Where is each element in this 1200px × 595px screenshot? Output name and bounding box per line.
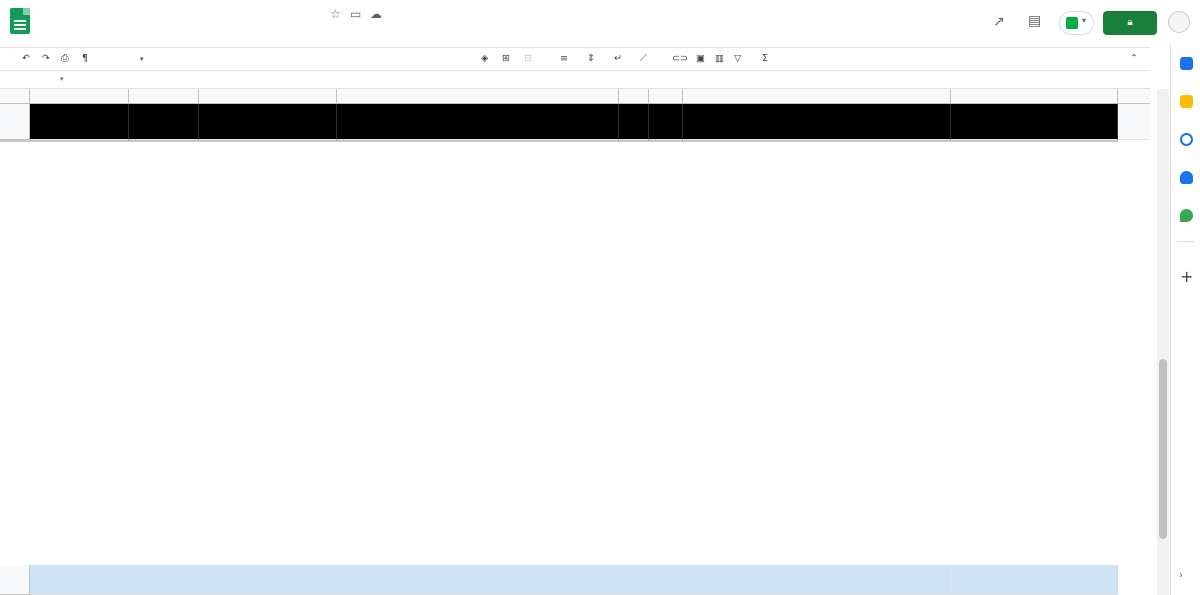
calendar-icon[interactable] (1180, 57, 1193, 70)
chevron-down-icon[interactable]: ▾ (140, 55, 144, 63)
filter-icon[interactable]: ▽ (734, 53, 742, 64)
contacts-icon[interactable] (1180, 171, 1193, 184)
sheets-logo-icon[interactable] (10, 8, 30, 34)
column-header-h[interactable] (951, 89, 1118, 104)
redo-icon[interactable]: ↷ (42, 53, 50, 64)
header-major-category[interactable] (30, 104, 129, 140)
trend-icon[interactable]: ↗ (993, 14, 1005, 30)
header-check-required[interactable] (619, 104, 649, 140)
chevron-down-icon: ▾ (1082, 16, 1087, 25)
collapse-toolbar-icon[interactable]: ⌃ (1130, 53, 1138, 64)
spreadsheet-grid (0, 89, 1150, 595)
header-mid-category[interactable] (129, 104, 199, 140)
select-all-corner[interactable] (0, 89, 30, 104)
toolbar (0, 47, 1150, 71)
maps-icon[interactable] (1180, 209, 1193, 222)
avatar[interactable] (1168, 11, 1190, 33)
menu-bar (44, 27, 163, 41)
grid-overflow (1118, 89, 1150, 104)
print-icon[interactable]: ⎙ (61, 53, 69, 64)
cloud-status-icon[interactable]: ☁ (370, 7, 382, 21)
grid-overflow (1118, 104, 1150, 140)
comment-icon[interactable]: ▤ (1028, 13, 1042, 29)
top-bar (0, 0, 1200, 45)
expand-panel-icon[interactable]: › (1179, 570, 1183, 581)
undo-icon[interactable]: ↶ (22, 53, 30, 64)
move-folder-icon[interactable]: ▭ (350, 7, 362, 21)
text-rotate-icon[interactable]: ⟋ (640, 53, 647, 64)
row-header[interactable] (0, 104, 30, 140)
paint-format-icon[interactable]: ¶ (82, 53, 89, 64)
share-button[interactable] (1103, 11, 1157, 35)
divider (951, 565, 952, 595)
side-panel (1170, 45, 1200, 595)
merge-icon[interactable]: ⊟ (524, 53, 532, 64)
star-icon[interactable]: ☆ (330, 7, 341, 21)
header-check-item[interactable] (337, 104, 619, 140)
comment-add-icon[interactable]: ▣ (696, 53, 705, 64)
text-wrap-icon[interactable]: ↵ (614, 53, 622, 64)
column-header-c[interactable] (199, 89, 337, 104)
chart-icon[interactable]: ▥ (715, 53, 724, 64)
divider (1177, 241, 1195, 242)
header-notes[interactable] (683, 104, 951, 140)
column-header-a[interactable] (30, 89, 129, 104)
chevron-down-icon[interactable]: ▾ (60, 75, 64, 83)
functions-icon[interactable]: Σ (762, 53, 769, 64)
fill-color-icon[interactable]: ◈ (481, 53, 489, 64)
column-header-f[interactable] (649, 89, 683, 104)
vertical-scrollbar[interactable] (1157, 89, 1169, 595)
header-minor-category[interactable] (199, 104, 337, 140)
column-header-b[interactable] (129, 89, 199, 104)
notice-row[interactable] (30, 565, 1118, 595)
vertical-align-icon[interactable]: ⇕ (587, 53, 595, 64)
borders-icon[interactable]: ⊞ (502, 53, 510, 64)
meet-icon (1066, 17, 1078, 29)
lock-icon: 🔒︎ (1127, 17, 1133, 28)
align-left-icon[interactable]: ≡ (560, 53, 568, 64)
keep-icon[interactable] (1180, 95, 1193, 108)
header-reference[interactable] (951, 104, 1118, 140)
column-header-d[interactable] (337, 89, 619, 104)
row-header[interactable] (0, 565, 30, 595)
add-addon-icon[interactable]: + (1180, 267, 1194, 286)
tasks-icon[interactable] (1180, 133, 1193, 146)
formula-bar (0, 72, 1150, 89)
column-header-e[interactable] (619, 89, 649, 104)
header-done-check[interactable] (649, 104, 683, 140)
column-header-g[interactable] (683, 89, 951, 104)
meet-button[interactable] (1059, 11, 1094, 35)
scrollbar-thumb[interactable] (1159, 359, 1167, 539)
frozen-row-divider[interactable] (0, 140, 1118, 142)
link-icon[interactable]: ⊂⊃ (672, 53, 688, 64)
